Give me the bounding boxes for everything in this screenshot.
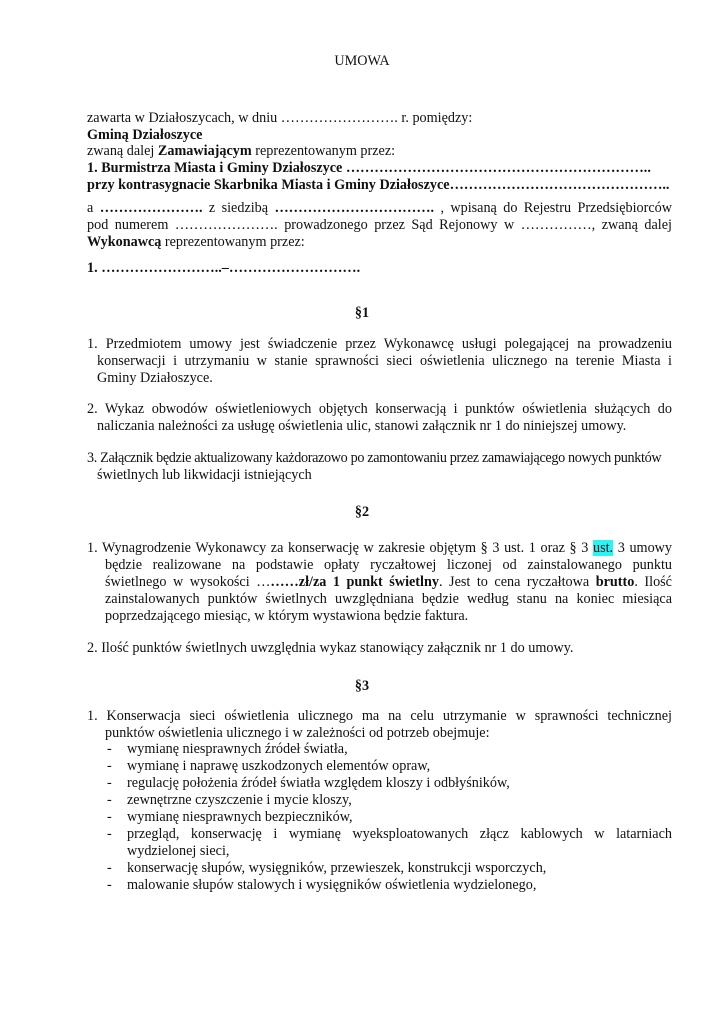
s1-p3-line1: 3. Załącznik będzie aktualizowany każdorazowo po zamontowaniu przez zamawiającego nowych punktów (87, 450, 662, 466)
party-municipality: Gminą Działoszyce (87, 127, 203, 143)
countersignature-treasurer: przy kontrasygnacie Skarbnika Miasta i Gminy Działoszyce……………………………………….. (87, 177, 670, 193)
s2-p1-line3: świetlnego w wysokości ………zł/za 1 punkt świetlny. Jest to cena ryczałtowa brutto. Ilość (105, 574, 672, 590)
contractor-representative: 1. ……………………..–………………………. (87, 260, 361, 276)
contractor-line-1: a …………………. z siedzibą ……………………………. , wpisaną do Rejestru Przedsiębiorców (87, 200, 672, 216)
s1-p1-line3: Gminy Działoszyce. (97, 370, 213, 386)
s1-p1-line1: 1. Przedmiotem umowy jest świadczenie przez Wykonawcę usługi polegającej na prowadzeniu (87, 336, 672, 352)
section-1-heading: §1 (354, 305, 370, 321)
s2-p1-line1: 1. Wynagrodzenie Wykonawcy za konserwację w zakresie objętym § 3 ust. 1 oraz § 3 ust. 3 umowy (87, 540, 673, 556)
s3-p1-line2: punktów oświetlenia ulicznego i w zależności od potrzeb obejmuje: (105, 725, 490, 741)
s2-p1-line4: zainstalowanych punktów świetlnych uwzględniana będzie według stanu na koniec miesiąca (105, 591, 672, 607)
ordering-party-line: zwaną dalej Zamawiającym reprezentowanym przez: (87, 143, 396, 159)
section-3-heading: §3 (354, 678, 370, 694)
s1-p3-line2: świetlnych lub likwidacji istniejących (97, 467, 312, 483)
contractor-line-2: pod numerem …………………. prowadzonego przez Sąd Rejonowy w ……………, zwaną dalej (87, 217, 672, 233)
highlighted-text: ust. (593, 540, 614, 556)
s1-p1-line2: konserwacji i utrzymaniu w stanie sprawności sieci oświetlenia ulicznego na terenie Miasta i (97, 353, 672, 369)
representative-mayor: 1. Burmistrza Miasta i Gminy Działoszyce ……………………………………………………….. (87, 160, 651, 176)
s1-p2-line1: 2. Wykaz obwodów oświetleniowych objętych konserwacją i punktów oświetlenia służących do (87, 401, 672, 417)
contract-date-line: zawarta w Działoszycach, w dniu ……………………. r. pomiędzy: (87, 110, 473, 126)
s2-p1-line2: będzie realizowane na podstawie opłaty ryczałtowej liczonej od zainstalowanego punktu (105, 557, 672, 573)
s2-p1-line5: poprzedzającego miesiąc, w którym wystawiona będzie faktura. (105, 608, 469, 624)
section-2-heading: §2 (354, 504, 370, 520)
s3-p1-line1: 1. Konserwacja sieci oświetlenia ulicznego ma na celu utrzymanie w sprawności technicznej (87, 708, 672, 724)
contractor-line-3: Wykonawcą reprezentowanym przez: (87, 234, 305, 250)
s2-p2: 2. Ilość punktów świetlnych uwzględnia wykaz stanowiący załącznik nr 1 do umowy. (87, 640, 574, 656)
document-page: UMOWA zawarta w Działoszycach, w dniu ……………………. r. pomiędzy: Gminą Działoszyce zwaną dalej Zamawiającym reprezentowanym przez: 1. Burmistrza Miasta i Gminy Działoszyce ……………………………………………………….. przy kontrasygnacie Skarbnika Miasta i Gminy Działoszyce……………………………………….. a …………………. z siedzibą ……………………………. , wpisaną do Rejestru Przedsiębiorców pod numerem …………………. prowadzonego przez Sąd Rejonowy w ……………, zwaną dalej Wykonawcą reprezentowanym przez: 1. ……………………..–………………………. §1 1. Przedmiotem umowy jest świadczenie przez Wykonawcę usługi polegającej na prowadzeniu konserwacji i utrzymaniu w stanie sprawności sieci oświetlenia ulicznego na terenie Miasta i Gminy Działoszyce. 2. Wykaz obwodów oświetleniowych objętych konserwacją i punktów oświetlenia służących do naliczania należności za usługę oświetlenia ulic, stanowi załącznik nr 1 do niniejszej umowy. 3. Załącznik będzie aktualizowany każdorazowo po zamontowaniu przez zamawiającego nowych punktów świetlnych lub likwidacji istniejących §2 1. Wynagrodzenie Wykonawcy za konserwację w zakresie objętym § 3 ust. 1 oraz § 3 ust. 3 umowy będzie realizowane na podstawie opłaty ryczałtowej liczonej od zainstalowanego punktu świetlnego w wysokości ………zł/za 1 punkt świetlny. Jest to cena ryczałtowa brutto. Ilość zainstalowanych punktów świetlnych uwzględniana będzie według stanu na koniec miesiąca poprzedzającego miesiąc, w którym wystawiona będzie faktura. 2. Ilość punktów świetlnych uwzględnia wykaz stanowiący załącznik nr 1 do umowy. §3 1. Konserwacja sieci oświetlenia ulicznego ma na celu utrzymanie w sprawności technicznej punktów oświetlenia ulicznego i w zależności od potrzeb obejmuje: - wymianę niesprawnych źródeł światła, - wymianę i naprawę uszkodzonych elementów opraw, - regulację położenia źródeł światła względem kloszy i odbłyśników, - zewnętrzne czyszczenie i mycie kloszy, - wymianę niesprawnych bezpieczników, - przegląd, konserwację i wymianę wyeksploatowanych złącz kablowych w latarniach wydzielonej sieci, - konserwację słupów, wysięgników, przewieszek, konstrukcji wsporczych, - malowanie słupów stalowych i wysięgników oświetlenia wydzielonego, (0, 0, 724, 1024)
s1-p2-line2: naliczania należności za usługę oświetlenia ulic, stanowi załącznik nr 1 do niniejszej umowy. (97, 418, 627, 434)
document-title: UMOWA (334, 53, 390, 69)
